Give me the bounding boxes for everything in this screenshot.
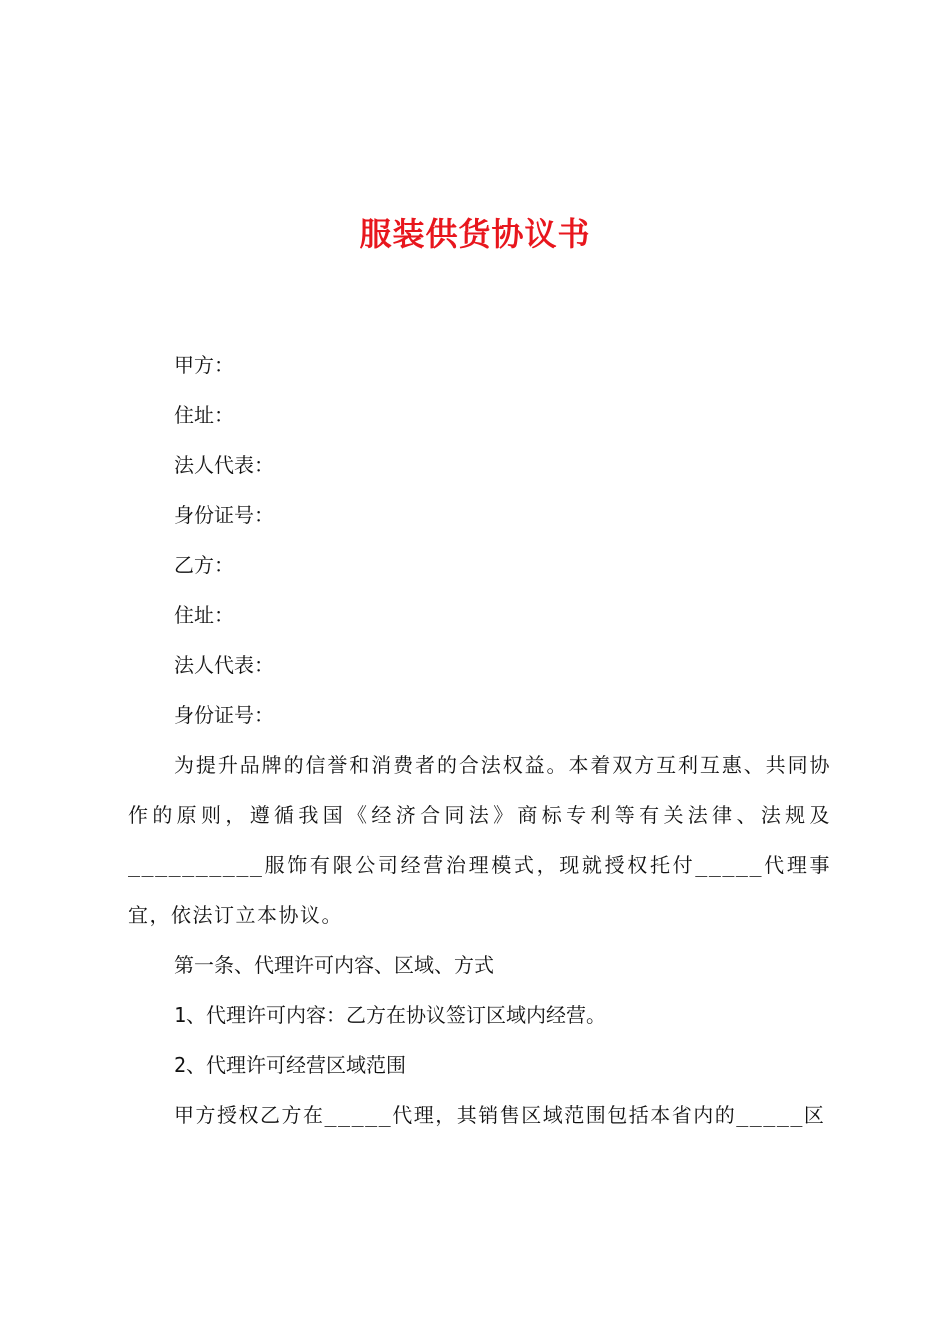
intro-paragraph: 为提升品牌的信誉和消费者的合法权益。本着双方互利互惠、共同协作的原则，遵循我国《经济合同法》商标专利等有关法律、法规及__________服饰有限公司经营治理模式，现就授权托付_____代理事宜，依法订立本协议。 (128, 753, 831, 927)
party-b-address: 住址： (174, 603, 234, 627)
party-a-label: 甲方： (174, 353, 234, 377)
party-a-id-number: 身份证号： (174, 503, 274, 527)
document-title: 服装供货协议书 (359, 215, 591, 253)
party-a-legal-rep: 法人代表： (174, 453, 274, 477)
party-a-address: 住址： (174, 403, 234, 427)
article-1-item-2: 2、代理许可经营区域范围 (174, 1053, 407, 1077)
party-b-id-number: 身份证号： (174, 703, 274, 727)
article-1-heading: 第一条、代理许可内容、区域、方式 (174, 953, 494, 977)
document-body (128, 340, 831, 1140)
article-1-item-2-detail: 甲方授权乙方在_____代理，其销售区域范围包括本省内的_____区 (174, 1103, 826, 1127)
article-1-item-1: 1、代理许可内容：乙方在协议签订区域内经营。 (174, 1003, 607, 1027)
party-b-legal-rep: 法人代表： (174, 653, 274, 677)
party-b-label: 乙方： (174, 553, 234, 577)
